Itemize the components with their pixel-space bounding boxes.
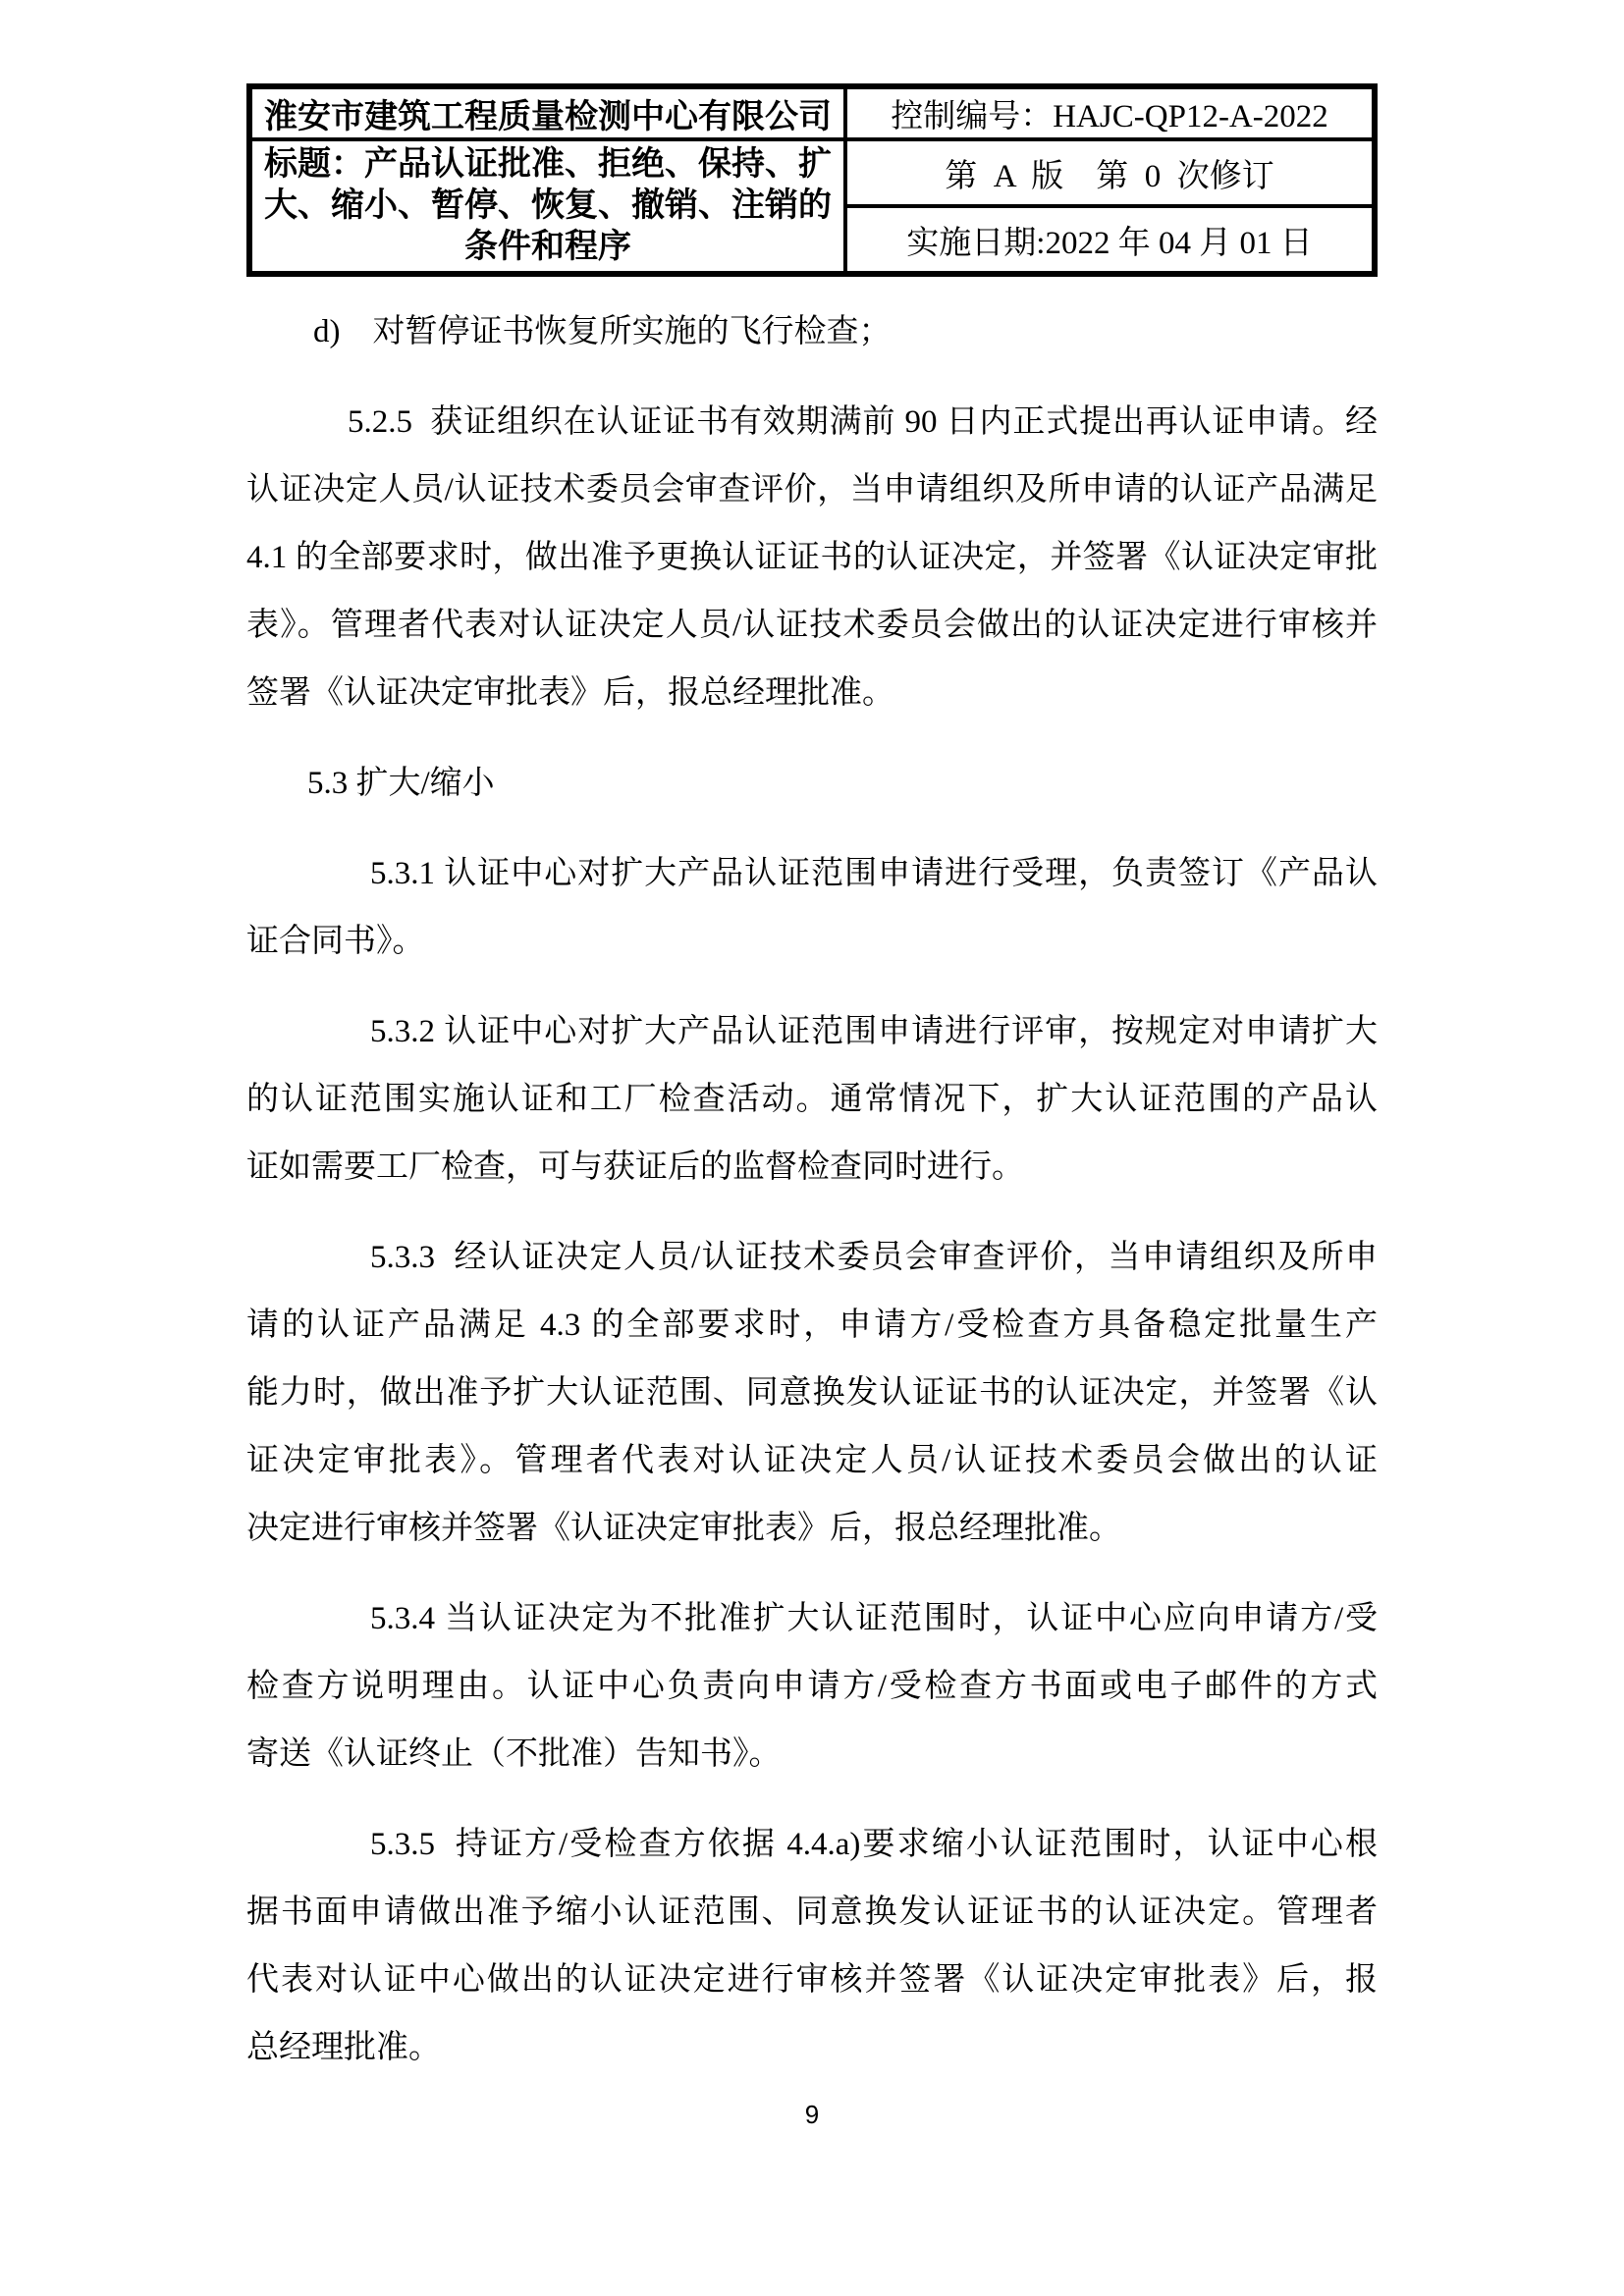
body-line: d) 对暂停证书恢复所实施的飞行检查； [313,314,892,349]
implementation-date: 实施日期:2022 年 04 月 01 日 [845,206,1375,274]
body-line: 认证决定人员/认证技术委员会审查评价，当申请组织及所申请的认证产品满足 [246,472,1378,507]
document-body [246,298,1378,2082]
header-table [246,83,1378,277]
body-line: 能力时，做出准予扩大认证范围、同意换发认证证书的认证决定，并签署《认 [246,1375,1378,1411]
body-line: 5.3.5 持证方/受检查方依据 4.4.a)要求缩小认证范围时，认证中心根 [370,1827,1378,1862]
body-line: 请的认证产品满足 4.3 的全部要求时，申请方/受检查方具备稳定批量生产 [246,1308,1378,1343]
doc-title-line: 大、缩小、暂停、恢复、撤销、注销的 [264,187,832,224]
body-line: 代表对认证中心做出的认证决定进行审核并签署《认证决定审批表》后，报 [246,1962,1378,1998]
body-line: 的认证范围实施认证和工厂检查活动。通常情况下，扩大认证范围的产品认 [246,1082,1378,1117]
body-line: 5.3.2 认证中心对扩大产品认证范围申请进行评审，按规定对申请扩大 [370,1014,1378,1049]
body-line: 5.3.4 当认证决定为不批准扩大认证范围时，认证中心应向申请方/受 [370,1601,1378,1636]
control-number: 控制编号：HAJC-QP12-A-2022 [845,86,1375,139]
page-number: 9 [804,2100,820,2129]
body-line: 表》。管理者代表对认证决定人员/认证技术委员会做出的认证决定进行审核并 [246,608,1378,643]
body-line: 4.1 的全部要求时，做出准予更换认证证书的认证决定，并签署《认证决定审批 [246,540,1378,575]
doc-title-cell [249,139,845,274]
body-line: 5.3.3 经认证决定人员/认证技术委员会审查评价，当申请组织及所申 [370,1240,1378,1275]
body-line: 决定进行审核并签署《认证决定审批表》后，报总经理批准。 [246,1511,1121,1546]
body-line: 总经理批准。 [246,2030,441,2065]
body-line: 检查方说明理由。认证中心负责向申请方/受检查方书面或电子邮件的方式 [246,1669,1378,1704]
body-line: 5.3.1 认证中心对扩大产品认证范围申请进行受理，负责签订《产品认 [370,856,1378,891]
body-line: 证合同书》。 [246,924,425,959]
company-name: 淮安市建筑工程质量检测中心有限公司 [249,86,845,139]
doc-title-line: 条件和程序 [464,229,631,265]
body-line: 证如需要工厂检查，可与获证后的监督检查同时进行。 [246,1149,1024,1185]
body-line: 5.2.5 获证组织在认证证书有效期满前 90 日内正式提出再认证申请。经 [348,404,1378,440]
body-line: 证决定审批表》。管理者代表对认证决定人员/认证技术委员会做出的认证 [246,1443,1378,1478]
version-revision: 第 A 版 第 0 次修订 [845,139,1375,206]
body-line: 寄送《认证终止（不批准）告知书》。 [246,1736,782,1772]
doc-title-line: 标题：产品认证批准、拒绝、保持、扩 [264,146,832,183]
body-line: 据书面申请做出准予缩小认证范围、同意换发认证证书的认证决定。管理者 [246,1895,1378,1930]
body-line: 5.3 扩大/缩小 [307,766,495,801]
body-line: 签署《认证决定审批表》后，报总经理批准。 [246,675,894,711]
